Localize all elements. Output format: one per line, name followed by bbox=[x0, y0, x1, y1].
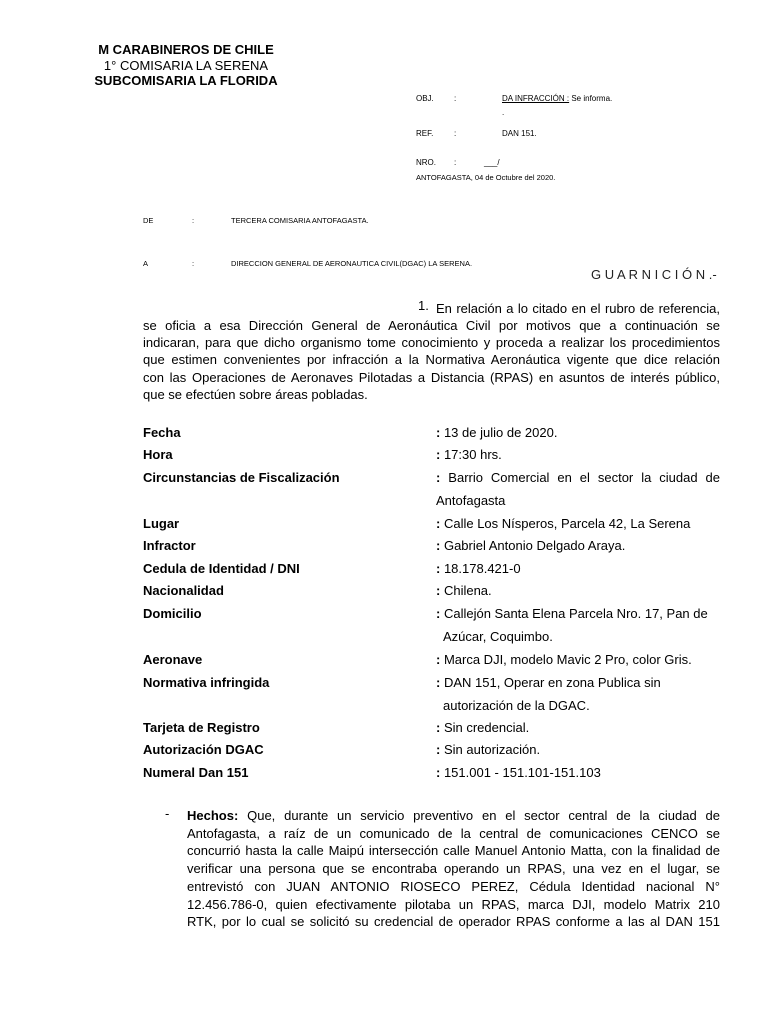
hechos-bullet: - bbox=[165, 806, 170, 821]
intro-first-line bbox=[436, 300, 720, 317]
field-label-autorizacion: Autorización DGAC bbox=[143, 742, 264, 757]
field-label-numeral: Numeral Dan 151 bbox=[143, 765, 249, 780]
field-value-nacionalidad: : Chilena. bbox=[436, 583, 492, 598]
intro-line: que se efectúen sobre áreas pobladas. bbox=[143, 386, 368, 402]
field-value-lugar: : Calle Los Nísperos, Parcela 42, La Serena bbox=[436, 516, 691, 531]
hechos-label: Hechos: bbox=[187, 808, 239, 823]
obj-value-text: Se informa. bbox=[569, 94, 613, 103]
field-label-aeronave: Aeronave bbox=[143, 652, 203, 667]
hechos-line: RTK, por lo cual se solicitó su credencial de operador RPAS conforme a las al DAN 151 bbox=[187, 914, 720, 930]
hechos-paragraph bbox=[187, 807, 720, 931]
hechos-line: concurrió hasta la calle Maipú intersección calle Manuel Antonio Matta, con la finalidad de bbox=[187, 843, 720, 859]
nro-label: NRO. bbox=[416, 158, 436, 167]
field-label-lugar: Lugar bbox=[143, 516, 180, 531]
field-label-fecha: Fecha bbox=[143, 425, 181, 440]
field-value-fecha: : 13 de julio de 2020. bbox=[436, 425, 558, 440]
field-value-cedula: : 18.178.421-0 bbox=[436, 561, 521, 576]
field-value-numeral: : 151.001 - 151.101-151.103 bbox=[436, 765, 601, 780]
ref-label: REF. bbox=[416, 129, 434, 138]
field-value-aeronave: : Marca DJI, modelo Mavic 2 Pro, color Gris. bbox=[436, 652, 692, 667]
nro-colon: : bbox=[454, 158, 457, 167]
intro-line: indicaran, para que dicho organismo tome conocimiento y proceda a realizar los procedimientos bbox=[143, 335, 720, 351]
paragraph-number: 1. bbox=[418, 298, 429, 313]
obj-value-underlined: DA INFRACCIÓN : bbox=[502, 94, 570, 103]
field-label-hora: Hora bbox=[143, 447, 173, 462]
ref-value: DAN 151. bbox=[502, 129, 537, 138]
field-value-tarjeta: : Sin credencial. bbox=[436, 720, 530, 735]
field-value-circunstancias-cont: Antofagasta bbox=[436, 493, 506, 508]
de-label: DE bbox=[143, 216, 154, 225]
de-value: TERCERA COMISARIA ANTOFAGASTA. bbox=[231, 216, 369, 225]
hechos-line: 12.456.786-0, quien efectivamente pilotaba un RPAS, marca DJI, modelo Matrix 210 bbox=[187, 896, 720, 912]
hechos-line: Antofagasta, a raíz de un comunicado de la central de comunicaciones CENCO se bbox=[187, 825, 720, 841]
a-colon: : bbox=[192, 259, 195, 268]
guarnicion-heading: G U A R N I C I Ó N .- bbox=[591, 267, 717, 282]
document-date: ANTOFAGASTA, 04 de Octubre del 2020. bbox=[416, 173, 556, 182]
field-value-hora: : 17:30 hrs. bbox=[436, 447, 502, 462]
a-label: A bbox=[143, 259, 149, 268]
hechos-line: entrevistó con JUAN ANTONIO RIOSECO PEREZ, Cédula Identidad nacional N° bbox=[187, 878, 720, 894]
field-label-nacionalidad: Nacionalidad bbox=[143, 583, 224, 598]
field-label-circunstancias: Circunstancias de Fiscalización bbox=[143, 470, 340, 485]
ref-colon: : bbox=[454, 129, 457, 138]
field-value-normativa-cont: autorización de la DGAC. bbox=[443, 698, 590, 713]
intro-line: se oficia a esa Dirección General de Aeronáutica Civil por motivos que a continuación se bbox=[143, 318, 720, 333]
intro-line: con las Operaciones de Aeronaves Pilotadas a Distancia (RPAS) en asuntos de interés público, bbox=[143, 369, 720, 385]
field-value-domicilio-cont: Azúcar, Coquimbo. bbox=[443, 629, 553, 644]
obj-dot: . bbox=[502, 108, 505, 117]
hechos-line: verificar una persona que se encontraba operando un RPAS, una vez en el lugar, se bbox=[187, 861, 720, 877]
nro-value: ___/ bbox=[484, 158, 500, 167]
field-value-domicilio: : Callejón Santa Elena Parcela Nro. 17, Pan de bbox=[436, 606, 708, 621]
de-colon: : bbox=[192, 216, 195, 225]
field-label-tarjeta: Tarjeta de Registro bbox=[143, 720, 260, 735]
obj-colon: : bbox=[454, 94, 457, 103]
field-value-autorizacion: : Sin autorización. bbox=[436, 742, 541, 757]
obj-value bbox=[502, 94, 612, 103]
intro-line: En relación a lo citado en el rubro de referencia, bbox=[436, 301, 720, 316]
field-label-normativa: Normativa infringida bbox=[143, 675, 270, 690]
header-comisaria: 1° COMISARIA LA SERENA bbox=[103, 58, 269, 73]
hechos-line: Hechos: Que, durante un servicio preventivo en el sector central de la ciudad de bbox=[187, 808, 720, 823]
a-value: DIRECCION GENERAL DE AERONAUTICA CIVIL(DGAC) LA SERENA. bbox=[231, 259, 473, 268]
header-subcomisaria: SUBCOMISARIA LA FLORIDA bbox=[94, 73, 278, 88]
field-value-normativa: : DAN 151, Operar en zona Publica sin bbox=[436, 675, 661, 690]
field-label-infractor: Infractor bbox=[143, 538, 196, 553]
intro-line: que estimen convenientes por infracción a la Normativa Aeronáutica vigente que dice relación bbox=[143, 352, 720, 368]
field-label-cedula: Cedula de Identidad / DNI bbox=[143, 561, 300, 576]
field-value-circunstancias: : Barrio Comercial en el sector la ciudad de bbox=[436, 470, 720, 485]
header-institution: M CARABINEROS DE CHILE bbox=[98, 42, 274, 57]
intro-paragraph bbox=[143, 317, 720, 403]
field-label-domicilio: Domicilio bbox=[143, 606, 202, 621]
obj-label: OBJ. bbox=[416, 94, 434, 103]
field-value-infractor: : Gabriel Antonio Delgado Araya. bbox=[436, 538, 626, 553]
